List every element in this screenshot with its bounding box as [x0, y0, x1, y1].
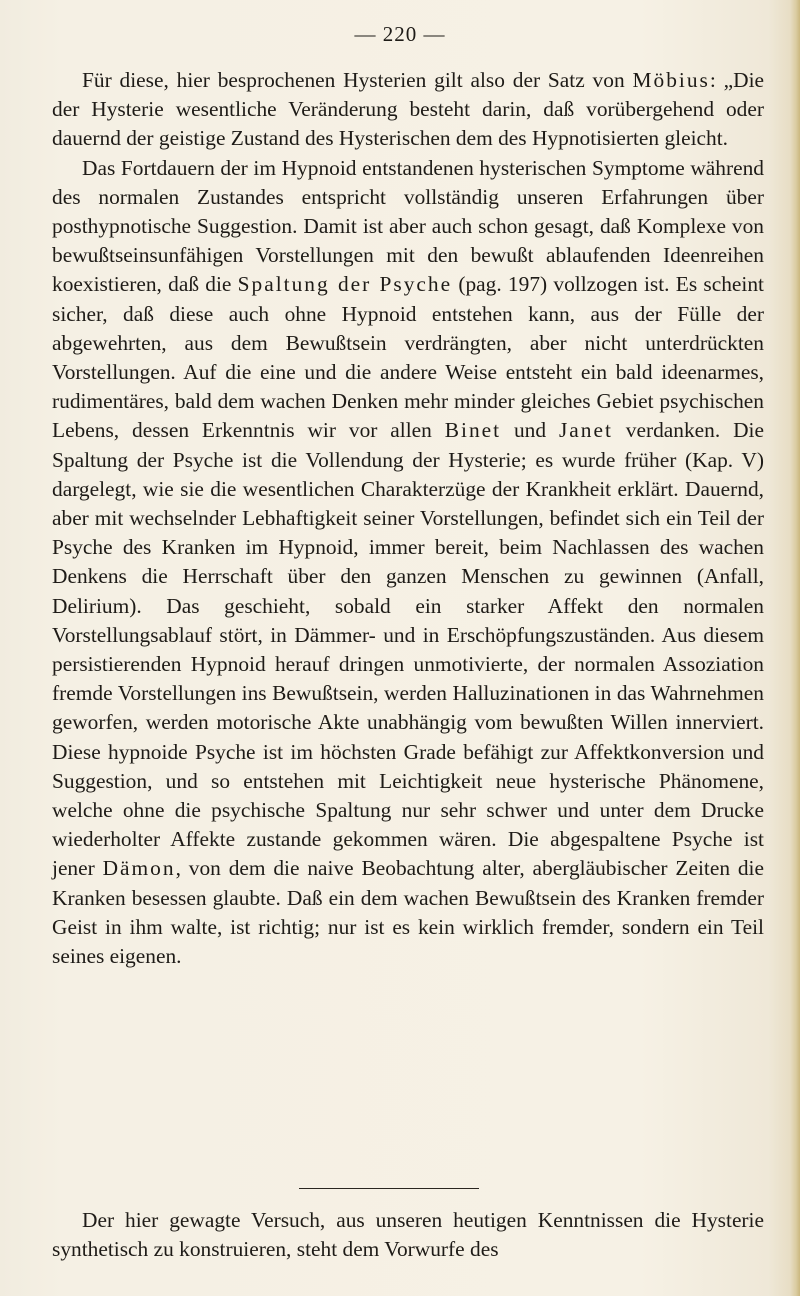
paragraph-text: und [501, 418, 559, 443]
section-divider-rule [299, 1188, 479, 1189]
paragraph-versuch: Der hier gewagte Versuch, aus unseren heutigen Kenntnissen die Hysterie synthetisch zu konstruieren, steht dem Vorwurfe des [52, 1208, 764, 1262]
continuation-text [52, 1206, 764, 1264]
paragraph-spaltung [52, 154, 764, 972]
author-name-janet: Janet [558, 418, 613, 443]
term-daemon: Dämon [102, 856, 176, 881]
page-edge-shadow [790, 0, 800, 1296]
author-name-binet: Binet [444, 418, 502, 443]
page-number: — 220 — [354, 22, 446, 46]
main-text [52, 66, 764, 971]
author-name-moebius: Möbius [632, 68, 710, 92]
paragraph-text: Das Fortdauern der im Hypnoid entstandenen hysterischen Symptome während des normalen Zustandes entspricht vollständig unseren Erfahrungen über posthypnotische Suggestion. Damit ist aber auch schon gesagt, daß Komplexe von bewußtseinsunfähigen Vorstellungen mit den bewußt ablaufenden Ideenreihen koexistieren, daß die [52, 155, 764, 297]
paragraph-moebius-quote [52, 66, 764, 154]
term-spaltung-der-psyche: Spaltung der Psyche [237, 272, 453, 297]
paragraph-text: verdanken. Die Spaltung der Psyche ist die Vollendung der Hysterie; es wurde früher (Kap. V) dargelegt, wie sie die wesentlichen Charakterzüge der Krankheit erklärt. Dauernd, aber mit wechselnder Lebhaftigkeit seiner Vorstellungen, befindet sich ein Teil der Psyche des Kranken im Hypnoid, immer bereit, beim Nachlassen des wachen Denkens die Herrschaft über den ganzen Menschen zu gewinnen (Anfall, Delirium). Das geschieht, sobald ein starker Affekt den normalen Vorstellungsablauf stört, in Dämmer- und in Erschöpfungszuständen. Aus diesem persistierenden Hypnoid herauf dringen unmotivierte, der normalen Assoziation fremde Vorstellungen ins Bewußtsein, werden Halluzinationen in das Wahrnehmen geworfen, werden motorische Akte unabhängig vom bewußten Willen innerviert. Diese hypnoide Psyche ist im höchsten Grade befähigt zur Affektkonversion und Suggestion, und so entstehen mit Leichtigkeit neue hysterische Phänomene, welche ohne die psychische Spaltung nur sehr schwer und unter dem Drucke wiederholter Affekte zustande gekommen wären. Die abgespaltene Psyche ist jener [52, 418, 764, 881]
paragraph-text: (pag. 197) vollzogen ist. Es scheint sicher, daß diese auch ohne Hypnoid entstehen kann, aus der Fülle der abgewehrten, aus dem Bewußtsein verdrängten, aber nicht unterdrückten Vorstellungen. Auf die eine und die andere Weise entsteht ein bald ideenarmes, rudimentäres, bald dem wachen Denken mehr minder gleiches Gebiet psychischen Lebens, dessen Erkenntnis wir vor allen [52, 272, 764, 443]
paragraph-text: Für diese, hier besprochenen Hysterien gilt also der Satz von [82, 68, 633, 92]
paragraph-text: , von dem die naive Beobachtung alter, abergläubischer Zeiten die Kranken besessen glaubte. Daß ein dem wachen Bewußtsein des Kranken fremder Geist in ihm walte, ist richtig; nur ist es kein wirklich fremder, sondern ein Teil seines eigenen. [52, 856, 764, 969]
paragraph-text: : „Die der Hysterie wesentliche Veränderung besteht darin, daß vorübergehend oder dauernd der geistige Zustand des Hysterischen dem des Hypnotisierten gleicht. [52, 68, 765, 151]
